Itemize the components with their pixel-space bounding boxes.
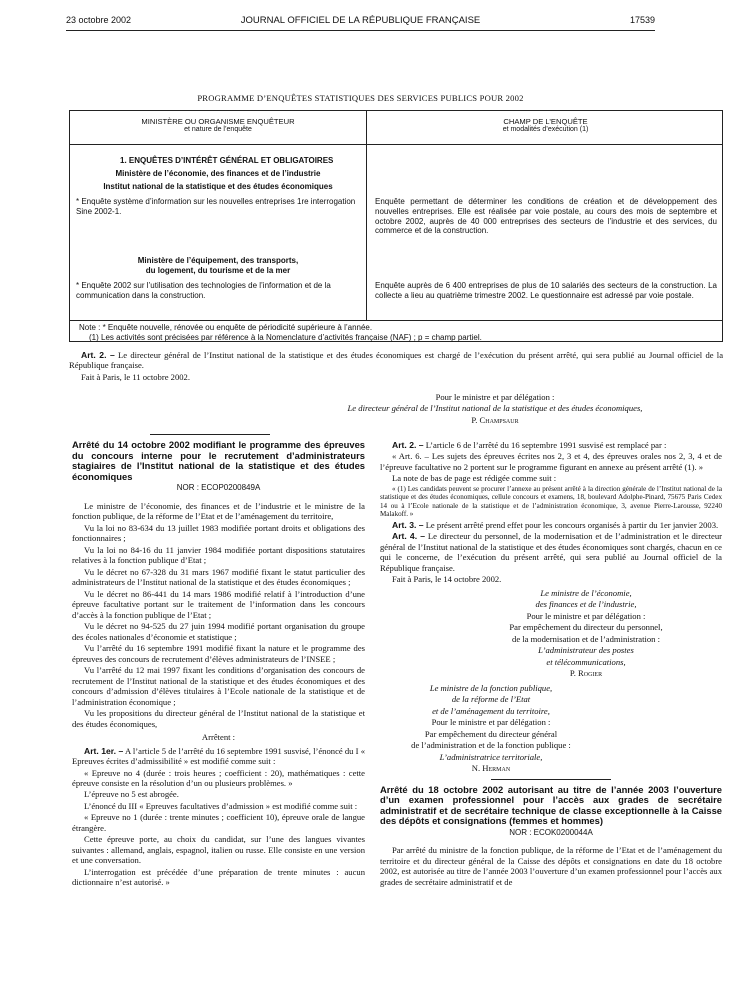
left-para-5: Vu le décret no 86-441 du 14 mars 1986 modifié relatif à l’introduction d’une épreuve facultative portant sur le traitement de l’information dans les concours d’accès à la fonction publique de l’Etat ; xyxy=(72,588,365,620)
table-column-divider xyxy=(366,111,367,320)
left-para-7: Vu l’arrêté du 16 septembre 1991 modifié fixant la nature et le programme des épreuves des concours de recrutement d’élèves administrateurs de l’INSEE ; xyxy=(72,643,365,664)
article2-top-text: Le directeur général de l’Institut national de la statistique et des études économiques est chargé de l’exécution du présent arrêté, qui sera publié au Journal officiel de la République française. xyxy=(69,350,724,371)
article1-quote-2: « Epreuve no 1 (durée : trente minutes ; coefficient 10), épreuve orale de langue étrangère. xyxy=(72,812,365,833)
decree-nor-2: NOR : ECOK0200044A xyxy=(509,827,593,837)
sig1-pour: Pour le ministre et par délégation : xyxy=(526,610,646,621)
article2-label: Art. 2. – xyxy=(392,440,424,450)
header-journal-title: JOURNAL OFFICIEL DE LA RÉPUBLIQUE FRANÇAISE xyxy=(240,15,481,26)
article1-quote-1: « Epreuve no 4 (durée : trois heures ; coefficient : 20), mathématiques : cette épreuve consiste en la résolution d’un ou plusieurs problèmes. » xyxy=(72,767,365,788)
survey-sine-field: Enquête permettant de déterminer les conditions de création et de développement des nouvelles entreprises. Elle est réalisée par voie postale, au cours des mois de septembre et octobre 2002, auprès de 40 000 entreprises des secteurs de l’industrie et des services, du commerce et de la construction. xyxy=(375,197,717,236)
article2-top-label: Art. 2. – xyxy=(81,350,115,360)
sig1-emp-line1: Par empêchement du directeur du personnel, xyxy=(509,622,663,633)
page-header xyxy=(66,15,655,29)
left-column xyxy=(72,440,365,889)
left-para-3: Vu la loi no 84-16 du 11 janvier 1984 modifiée portant dispositions statutaires relatives à la fonction publique d’Etat ; xyxy=(72,544,365,566)
signature-top-name: P. Champsaur xyxy=(471,414,519,425)
sig1-admin-line2: et télécommunications, xyxy=(546,656,626,667)
table-header-rule xyxy=(70,144,722,145)
sig2-pour: Pour le ministre et par délégation : xyxy=(431,717,551,728)
header-date: 23 octobre 2002 xyxy=(66,15,132,25)
signature-block-2 xyxy=(380,683,722,774)
sig1-minister-line2: des finances et de l’industrie, xyxy=(535,599,637,610)
section-separator xyxy=(150,434,270,435)
left-para-8: Vu l’arrêté du 12 mai 1997 fixant les conditions d’organisation des concours de recrutement de l’Institut national de la statistique et des études économiques et des concours d’admission d’élèves titulaires à l’Ecole nationale de la statistique et de l’administration économique ; xyxy=(72,665,365,707)
article1-para-5: L’épreuve no 5 est abrogée. xyxy=(84,789,179,800)
signature-top-pour: Pour le ministre et par délégation : xyxy=(435,392,555,402)
sig2-minister-line3: et de l’aménagement du territoire, xyxy=(432,705,550,716)
sig1-admin-line1: L’administrateur des postes xyxy=(538,645,634,656)
decree-nor-1: NOR : ECOP0200849A xyxy=(176,483,261,493)
right-fait: Fait à Paris, le 14 octobre 2002. xyxy=(392,574,502,585)
article2-top xyxy=(69,350,723,383)
right-column xyxy=(380,440,722,888)
sig2-emp-line1: Par empêchement du directeur général xyxy=(424,728,558,739)
article2-top-fait: Fait à Paris, le 11 octobre 2002. xyxy=(81,371,190,382)
left-para-9: Vu les propositions du directeur général de l’Institut national de la statistique et des études économiques, xyxy=(72,708,365,729)
sig1-minister-line1: Le ministre de l’économie, xyxy=(540,587,632,598)
programme-title: PROGRAMME D’ENQUÊTES STATISTIQUES DES SERVICES PUBLICS POUR 2002 xyxy=(197,93,524,103)
ministry-equipment-line2: du logement, du tourisme et de la mer xyxy=(145,266,291,275)
sig2-name: N. Herman xyxy=(471,763,511,774)
sig2-admin: L’administratrice territoriale, xyxy=(439,751,543,762)
sig2-minister-line1: Le ministre de la fonction publique, xyxy=(429,682,553,693)
table-head-col1 xyxy=(70,117,366,135)
header-page-number: 17539 xyxy=(629,15,655,25)
article1-para-8: Cette épreuve porte, au choix du candidat, sur l’une des langues vivantes suivantes : allemand, anglais, espagnol, italien ou russe. Elle consiste en une version et une conversation. xyxy=(72,834,365,866)
col2-subheading: et modalités d’exécution (1) xyxy=(502,126,589,134)
article4-label: Art. 4. – xyxy=(392,531,426,542)
signature-block-1 xyxy=(380,588,722,679)
table-head-col2 xyxy=(367,117,724,135)
sig1-emp-line2: de la modernisation et de l’administration : xyxy=(512,633,660,644)
survey-tic-field: Enquête auprès de 6 400 entreprises de plus de 10 salariés des secteurs de la construction. La collecte a lieu au quatrième trimestre 2002. Le questionnaire est adressé par voie postale. xyxy=(375,281,717,300)
footnote-intro: La note de bas de page est rédigée comme suit : xyxy=(392,473,557,484)
left-para-4: Vu le décret no 67-328 du 31 mars 1967 modifié fixant le statut particulier des administrateurs de l’Institut national de la statistique et des études économiques ; xyxy=(72,566,365,588)
signature-top-role: Le directeur général de l’Institut national de la statistique et des études économiques, xyxy=(347,403,643,414)
right-separator xyxy=(491,779,611,780)
signature-top xyxy=(280,392,710,426)
note-naf: (1) Les activités sont précisées par référence à la Nomenclature d’activités française (NAF) ; p = champ partiel. xyxy=(89,333,482,342)
article1-para-9: L’interrogation est précédée d’une préparation de trente minutes : aucun dictionnaire n’est autorisé. » xyxy=(72,866,365,888)
col2-heading: CHAMP DE L’ENQUÊTE xyxy=(503,117,588,126)
ministry-economy: Ministère de l’économie, des finances et de l’industrie xyxy=(115,169,321,178)
ministry-equipment-line1: Ministère de l’équipement, des transports, xyxy=(137,256,299,265)
note-asterisk: Note : * Enquête nouvelle, rénovée ou enquête de périodicité supérieure à l’année. xyxy=(79,323,373,332)
article6-quote: « Art. 6. – Les sujets des épreuves écrites nos 2, 3 et 4, des épreuves orales nos 2, 3, 4 et de l’épreuve facultative no 2 portent sur le programme figurant en annexe au présent arrêté (1). » xyxy=(380,451,722,472)
programme-table xyxy=(69,110,723,342)
article1-text: A l’article 5 de l’arrêté du 16 septembre 1991 susvisé, l’énoncé du I « Epreuves écrites d’admissibilité » est modifié comme suit : xyxy=(72,745,366,767)
article1-label: Art. 1er. – xyxy=(84,745,124,756)
survey-sine: * Enquête système d’information sur les nouvelles entreprises 1re interrogation Sine 2002-1. xyxy=(76,197,356,216)
table-notes xyxy=(79,323,715,343)
decree-title-1: Arrêté du 14 octobre 2002 modifiant le programme des épreuves du concours interne pour le recrutement d’administrateurs stagiaires de l’Institut national de la statistique et des études économiques xyxy=(72,439,365,482)
article3-text: Le présent arrêté prend effet pour les concours organisés à partir du 1er janvier 2003. xyxy=(425,519,719,530)
footnote-text: « (1) Les candidats peuvent se procurer l’annexe au présent arrêté à la direction générale de l’Institut national de la statistique et des études économiques, cellule concours et examens, 18, boulevard Adolphe-Pinard, 75675 Paris Cedex 14 ou à l’Ecole nationale de la statistique et de l’administration économique, 3, avenue Pierre-Larousse, 92240 Malakoff. » xyxy=(380,484,722,519)
sig1-name: P. Rogier xyxy=(569,668,603,679)
left-para-6: Vu le décret no 94-525 du 27 juin 1994 modifié portant organisation du groupe des écoles nationales d’économie et statistique ; xyxy=(72,621,365,642)
sig2-emp-line2: de l’administration et de la fonction publique : xyxy=(411,740,571,751)
header-rule xyxy=(66,30,655,31)
col1-heading: MINISTÈRE OU ORGANISME ENQUÊTEUR xyxy=(141,117,295,126)
section-heading: 1. ENQUÊTES D’INTÉRÊT GÉNÉRAL ET OBLIGATOIRES xyxy=(120,156,334,165)
left-para-2: Vu la loi no 83-634 du 13 juillet 1983 modifiée portant droits et obligations des fonctionnaires ; xyxy=(72,522,365,544)
sig2-minister-line2: de la réforme de l’Etat xyxy=(451,694,531,705)
article2-text: L’article 6 de l’arrêté du 16 septembre 1991 susvisé est remplacé par : xyxy=(425,440,667,450)
survey-tic: * Enquête 2002 sur l’utilisation des technologies de l’information et de la communication dans la construction. xyxy=(76,281,331,300)
article4-text: Le directeur du personnel, de la modernisation et de l’administration et le directeur général de l’Institut national de la statistique et des études économiques sont chargés, chacun en ce qui le concerne, de l’exécution du présent arrêté, qui sera publié au Journal officiel de la République française. xyxy=(380,531,722,573)
left-para-1: Le ministre de l’économie, des finances et de l’industrie et le ministre de la fonction publique, de la réforme de l’Etat et de l’aménagement du territoire, xyxy=(72,500,365,522)
col1-subheading: et nature de l’enquête xyxy=(184,126,252,134)
article1-para-6: L’énoncé du III « Epreuves facultatives d’admission » est modifié comme suit : xyxy=(84,800,358,811)
decree-2-text: Par arrêté du ministre de la fonction publique, de la réforme de l’Etat et de l’aménagement du territoire et du directeur général de la Caisse des dépôts et consignations en date du 18 octobre 2002, est autorisée au titre de l’année 2003 l’ouverture d’un examen professionnel pour l’accès aux grades de secrétaire administratif et de xyxy=(380,845,722,887)
article3-label: Art. 3. – xyxy=(392,519,424,530)
table-notes-rule xyxy=(70,320,722,321)
insee-institute: Institut national de la statistique et des études économiques xyxy=(103,182,333,191)
decree-title-2: Arrêté du 18 octobre 2002 autorisant au titre de l’année 2003 l’ouverture d’un examen professionnel pour l’accès aux grades de secrétaire administratif et de secrétaire technique de classe exceptionnelle à la Caisse des dépôts et consignations (femmes et hommes) xyxy=(380,783,722,827)
arretent: Arrêtent : xyxy=(201,732,236,743)
